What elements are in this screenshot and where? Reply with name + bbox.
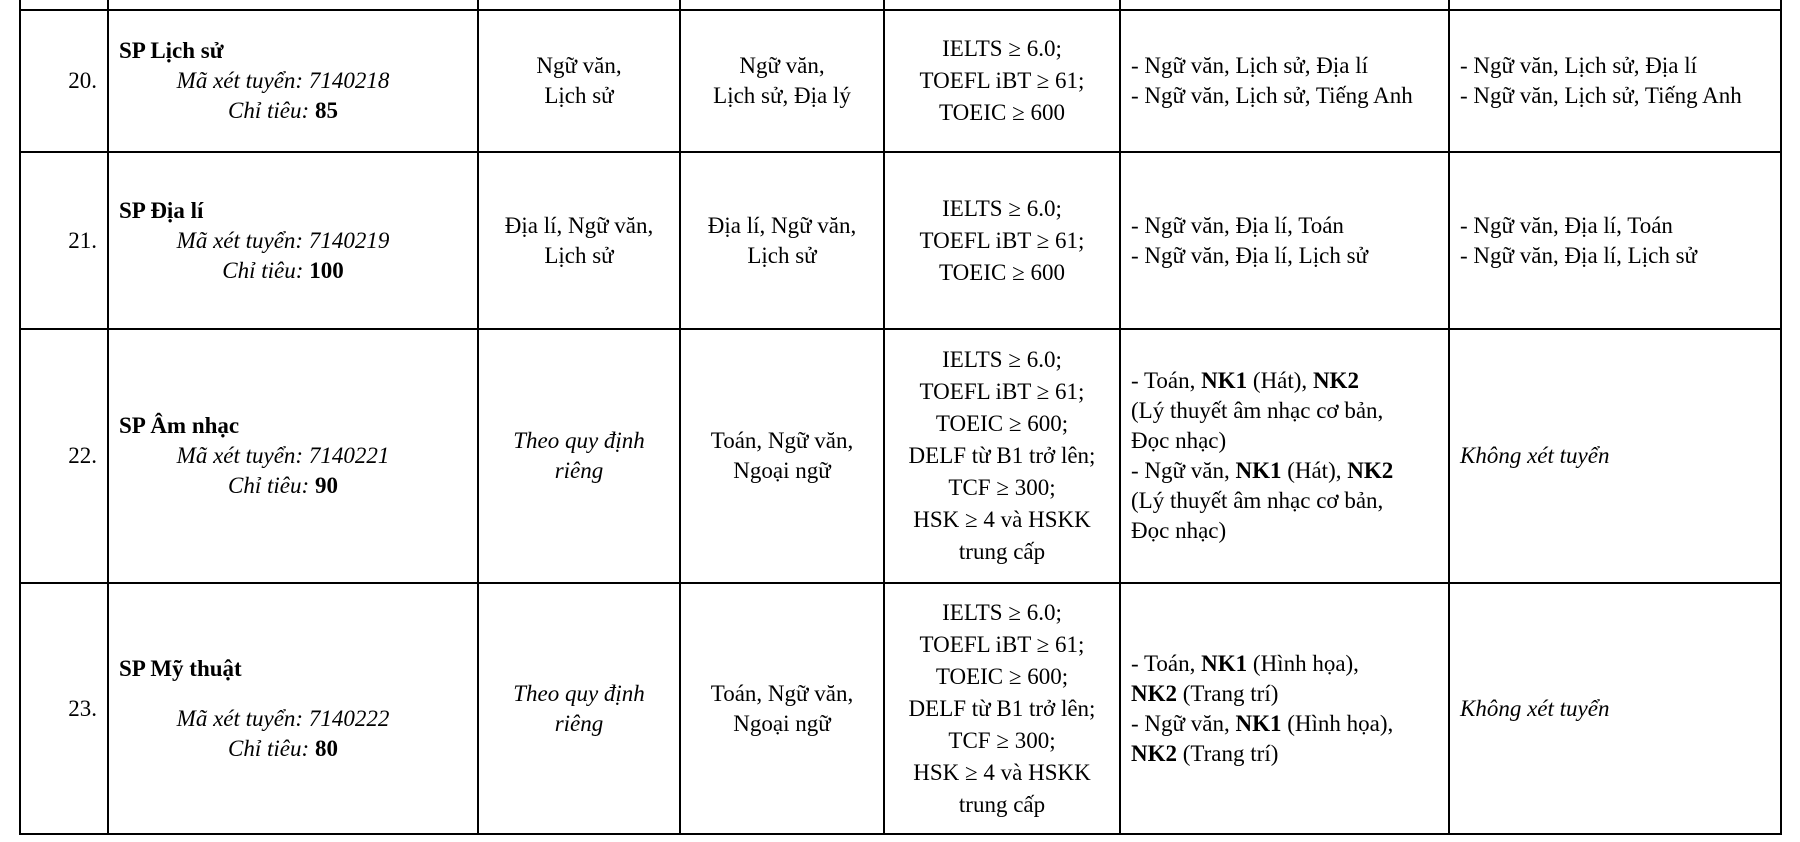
table-row [20, 583, 1781, 834]
combination-line: - Ngữ văn, Địa lí, Lịch sử [1131, 242, 1368, 268]
certificate-line: trung cấp [958, 791, 1046, 817]
combinations-a-cell [1120, 583, 1449, 834]
combination-text: (Hát), [1252, 368, 1308, 393]
certificate-line: DELF từ B1 trở lên; [908, 695, 1096, 721]
exam-subjects-cell [680, 152, 884, 329]
combination-line: - Ngữ văn, Địa lí, Lịch sử [1460, 242, 1697, 268]
quota-line [119, 734, 467, 764]
certificate-line: TOEIC ≥ 600; [935, 663, 1069, 689]
combination-line [1131, 679, 1438, 709]
combination-text: - Ngữ văn, [1131, 710, 1230, 736]
aptitude-nk1: NK1 [1235, 710, 1282, 736]
quota-line [119, 96, 467, 126]
exam-subjects-cell [680, 583, 884, 834]
certificate-line: HSK ≥ 4 và HSKK [913, 759, 1091, 785]
combination-text: (Hát), [1287, 458, 1342, 483]
combination-text: (Hình họa), [1252, 650, 1359, 676]
combination-text: - Toán, [1131, 650, 1196, 676]
combinations-b-cell: Không xét tuyển [1449, 583, 1781, 834]
major-code: 7140218 [308, 68, 390, 93]
exam-subjects-line: Lịch sử [747, 242, 817, 268]
table-row [20, 329, 1781, 583]
major-name: SP Mỹ thuật [119, 655, 242, 681]
combination-line: Đọc nhạc) [1131, 428, 1227, 453]
major-code: 7140222 [308, 705, 390, 731]
certificate-line: TOEFL iBT ≥ 61; [919, 631, 1085, 657]
strip-cell [108, 0, 478, 10]
combination-line: - Ngữ văn, Lịch sử, Địa lí [1131, 53, 1368, 78]
combination-text: (Trang trí) [1182, 680, 1279, 706]
subjects-line: Lịch sử [544, 83, 614, 108]
exam-subjects-line: Ngoại ngữ [733, 458, 831, 483]
major-code: 7140221 [308, 443, 390, 468]
major-code-line [119, 226, 467, 256]
row-number: 21. [20, 152, 108, 329]
combination-line [1131, 709, 1438, 739]
exam-subjects-line: Toán, Ngữ văn, [710, 428, 854, 453]
quota-label: Chỉ tiêu: [228, 473, 310, 498]
combination-line: (Lý thuyết âm nhạc cơ bản, [1131, 488, 1384, 513]
strip-cell [1449, 0, 1781, 10]
aptitude-nk2: NK2 [1347, 458, 1394, 483]
major-cell [108, 152, 478, 329]
strip-cell [478, 0, 680, 10]
combinations-a-cell [1120, 152, 1449, 329]
combinations-b-cell [1449, 152, 1781, 329]
subjects-cell [478, 152, 680, 329]
certificate-line: TCF ≥ 300; [948, 475, 1056, 500]
strip-cell [1120, 0, 1449, 10]
combination-line: - Ngữ văn, Lịch sử, Tiếng Anh [1131, 83, 1413, 108]
subjects-cell [478, 10, 680, 152]
exam-subjects-cell [680, 10, 884, 152]
admissions-table [19, 0, 1782, 835]
certificate-line: TOEIC ≥ 600 [939, 100, 1065, 125]
certificate-line: trung cấp [958, 539, 1046, 564]
combinations-b-cell [1449, 10, 1781, 152]
major-name: SP Âm nhạc [119, 413, 240, 438]
exam-subjects-line: Địa lí, Ngữ văn, [707, 212, 857, 238]
major-name: SP Địa lí [119, 197, 204, 223]
major-code-line [119, 66, 467, 96]
major-name: SP Lịch sử [119, 38, 224, 63]
subjects-line: Theo quy định [513, 428, 645, 453]
major-cell [108, 10, 478, 152]
combination-line: - Ngữ văn, Lịch sử, Địa lí [1460, 53, 1697, 78]
combination-text: (Trang trí) [1182, 740, 1279, 766]
strip-cell [680, 0, 884, 10]
certificate-line: DELF từ B1 trở lên; [908, 443, 1096, 468]
combination-line: - Ngữ văn, Địa lí, Toán [1131, 212, 1344, 238]
quota-value: 100 [309, 257, 344, 283]
exam-subjects-line: Ngoại ngữ [733, 710, 831, 736]
combination-line: - Ngữ văn, Lịch sử, Tiếng Anh [1460, 83, 1742, 108]
subjects-cell [478, 329, 680, 583]
aptitude-nk2: NK2 [1131, 740, 1177, 766]
combinations-b-cell: Không xét tuyển [1449, 329, 1781, 583]
code-label: Mã xét tuyển: [176, 705, 304, 731]
strip-cell [20, 0, 108, 10]
combination-line: (Lý thuyết âm nhạc cơ bản, [1131, 398, 1384, 423]
major-cell [108, 329, 478, 583]
subjects-cell [478, 583, 680, 834]
certificates-cell [884, 583, 1120, 834]
certificate-line: TOEIC ≥ 600; [935, 411, 1069, 436]
combination-text: - Ngữ văn, [1131, 458, 1230, 483]
combination-line: - Ngữ văn, Địa lí, Toán [1460, 212, 1673, 238]
combination-line [1131, 739, 1438, 769]
combination-line [1131, 649, 1438, 679]
certificate-line: IELTS ≥ 6.0; [942, 195, 1062, 221]
row-number: 22. [20, 329, 108, 583]
quota-line [119, 256, 467, 286]
combination-line [1131, 366, 1438, 396]
certificates-cell [884, 329, 1120, 583]
exam-subjects-line: Ngữ văn, [739, 53, 825, 78]
certificate-line: IELTS ≥ 6.0; [942, 36, 1062, 61]
certificate-line: HSK ≥ 4 và HSKK [913, 507, 1091, 532]
aptitude-nk1: NK1 [1201, 368, 1248, 393]
subjects-line: Địa lí, Ngữ văn, [504, 212, 654, 238]
table-row [20, 152, 1781, 329]
quota-value: 80 [314, 735, 338, 761]
certificate-line: IELTS ≥ 6.0; [942, 347, 1062, 372]
aptitude-nk1: NK1 [1235, 458, 1282, 483]
subjects-line: Lịch sử [544, 242, 614, 268]
code-label: Mã xét tuyển: [176, 227, 304, 253]
subjects-line: riêng [554, 458, 604, 483]
quota-label: Chỉ tiêu: [228, 735, 310, 761]
quota-value: 85 [314, 98, 338, 123]
combinations-a-cell [1120, 10, 1449, 152]
exam-subjects-cell [680, 329, 884, 583]
table-row-top-strip [20, 0, 1781, 10]
certificate-line: TOEFL iBT ≥ 61; [919, 68, 1085, 93]
table-row [20, 10, 1781, 152]
subjects-line: Theo quy định [513, 680, 645, 706]
strip-cell [884, 0, 1120, 10]
row-number: 20. [20, 10, 108, 152]
exam-subjects-line: Toán, Ngữ văn, [710, 680, 854, 706]
major-code-line [119, 704, 467, 734]
quota-label: Chỉ tiêu: [228, 98, 310, 123]
exam-subjects-line: Lịch sử, Địa lý [713, 83, 851, 108]
quota-label: Chỉ tiêu: [222, 257, 304, 283]
major-cell [108, 583, 478, 834]
code-label: Mã xét tuyển: [176, 443, 304, 468]
aptitude-nk1: NK1 [1201, 650, 1248, 676]
certificate-line: TCF ≥ 300; [948, 727, 1056, 753]
subjects-line: Ngữ văn, [536, 53, 622, 78]
row-number: 23. [20, 583, 108, 834]
aptitude-nk2: NK2 [1312, 368, 1359, 393]
certificate-line: TOEFL iBT ≥ 61; [919, 379, 1085, 404]
certificate-line: TOEFL iBT ≥ 61; [919, 227, 1085, 253]
combinations-a-cell [1120, 329, 1449, 583]
major-code: 7140219 [308, 227, 390, 253]
combination-line: Đọc nhạc) [1131, 518, 1227, 543]
subjects-line: riêng [554, 710, 604, 736]
combination-line [1131, 456, 1438, 486]
aptitude-nk2: NK2 [1131, 680, 1177, 706]
certificate-line: TOEIC ≥ 600 [939, 259, 1065, 285]
certificates-cell [884, 10, 1120, 152]
quota-line [119, 471, 467, 501]
quota-value: 90 [314, 473, 338, 498]
combination-text: - Toán, [1131, 368, 1196, 393]
code-label: Mã xét tuyển: [176, 68, 304, 93]
certificate-line: IELTS ≥ 6.0; [942, 599, 1062, 625]
combination-text: (Hình họa), [1287, 710, 1394, 736]
spacer [119, 684, 467, 704]
major-code-line [119, 441, 467, 471]
certificates-cell [884, 152, 1120, 329]
